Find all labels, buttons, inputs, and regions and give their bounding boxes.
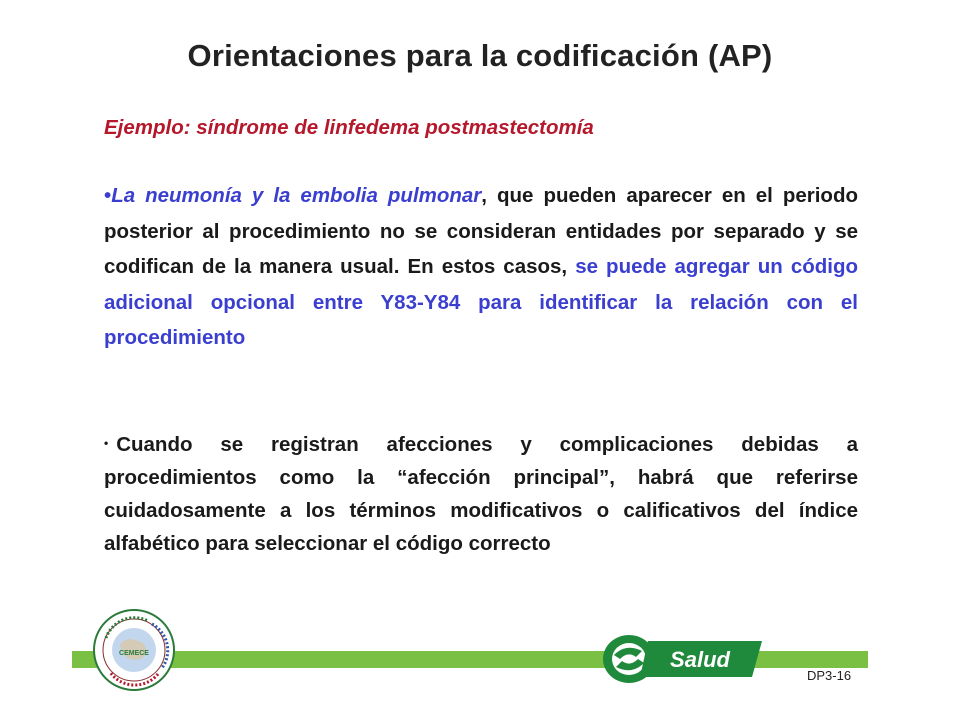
paragraph-1-body: , que pueden aparecer en el periodo posterior al procedimiento no se consideran entidades por separado y se codifican de la manera usual. En estos casos, <box>104 184 859 278</box>
paragraph-2-body: Cuando se registran afecciones y complicaciones debidas a procedimientos como la “afección principal”, habrá que referirse cuidadosamente a los términos modificativos o calificativos del índice alfabético para seleccionar el código correcto <box>104 433 858 555</box>
bullet-paragraph-1 <box>104 178 858 356</box>
slide-subtitle: Ejemplo: síndrome de linfedema postmastectomía <box>104 116 594 139</box>
bullet-paragraph-2 <box>104 427 858 560</box>
salud-logo <box>600 633 762 685</box>
slide-code: DP3-16 <box>807 668 852 683</box>
cemece-seal-logo <box>92 608 176 692</box>
bullet-marker: • <box>104 184 112 207</box>
paragraph-1-highlight: se puede agregar un código adicional opcional entre Y83-Y84 para identificar la relación con el procedimiento <box>104 255 859 349</box>
slide-title: Orientaciones para la codificación (AP) <box>187 38 773 73</box>
bullet-marker: • <box>104 436 109 450</box>
salud-wordmark: Salud <box>670 647 730 672</box>
seal-inner-text: CEMECE <box>119 650 149 657</box>
paragraph-1-emphasis: La neumonía y la embolia pulmonar <box>111 184 482 207</box>
